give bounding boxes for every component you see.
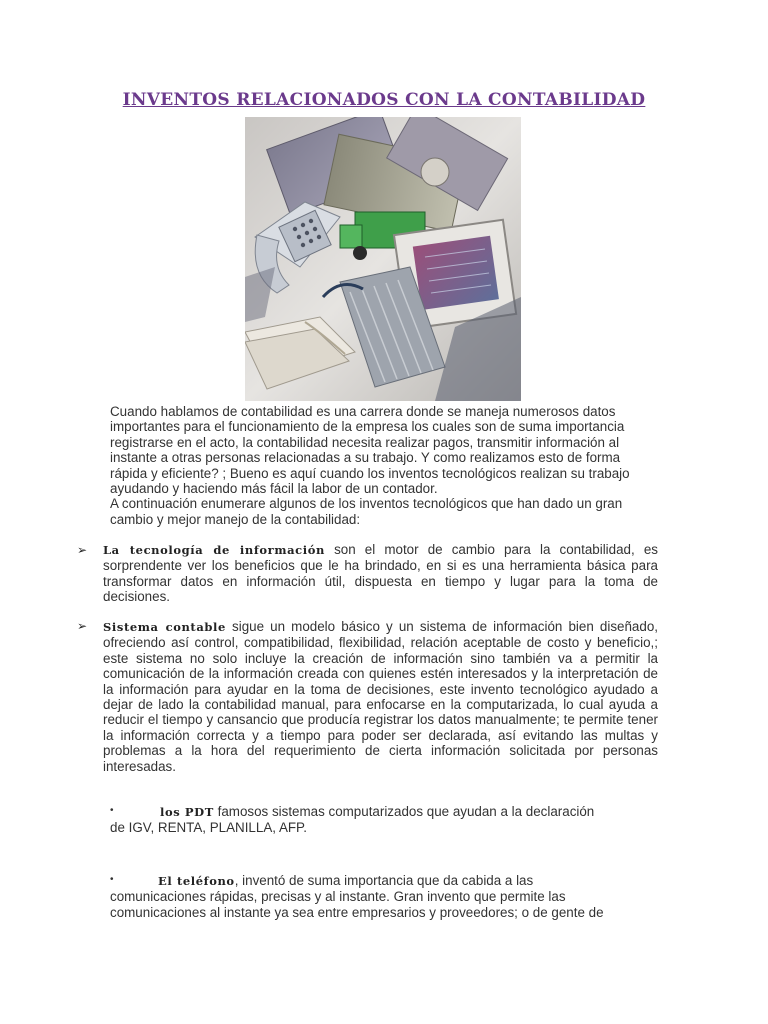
list-item-pdt: [110, 804, 658, 836]
illustration-svg: [245, 117, 521, 401]
page-title: INVENTOS RELACIONADOS CON LA CONTABILIDAD: [122, 90, 646, 110]
term-pdt: los PDT: [160, 805, 214, 819]
intro-text-2: A continuación enumerare algunos de los inventos tecnológicos que han dado un gran cambio y mejor manejo de la contabilidad:: [110, 496, 623, 527]
term-telefono: El teléfono: [158, 874, 235, 888]
list-item-telefono: [110, 873, 650, 920]
arrow-bullet-icon: ➢: [77, 543, 88, 557]
dot-bullet-icon: •: [110, 874, 114, 885]
text-pdt-line2: de IGV, RENTA, PLANILLA, AFP.: [110, 820, 307, 836]
arrow-bullet-icon: ➢: [77, 619, 88, 633]
intro-paragraph: [110, 404, 658, 527]
accounting-technology-illustration: [245, 117, 521, 401]
list-item-tecnologia: [103, 542, 658, 605]
term-sistema-contable: Sistema contable: [103, 620, 226, 634]
text-telefono-line1: , inventó de suma importancia que da cabida a las: [234, 873, 534, 888]
text-pdt-line1: famosos sistemas computarizados que ayudan a la declaración: [213, 804, 595, 819]
term-tecnologia: La tecnología de información: [103, 543, 325, 557]
text-sistema-contable: sigue un modelo básico y un sistema de información bien diseñado, ofreciendo así control, compatibilidad, flexibilidad, relación aceptable de costo y beneficio,; este sistema no solo incluye la creación de información sino también va a permitir la comunicación de la información creada con quienes estén interesados y la interpretación de la información para ayudar en la toma de decisiones, este invento tecnológico ayudado a dejar de lado la contabilidad manual, para enfocarse en la computarizada, lo cual ayuda a reducir el tiempo y cansancio que producía registrar los datos manualmente; te permite tener la información correcta y a tiempo para poder ser declarada, así evitando las multas y problemas a la hora del requerimiento de cierta información solicitada por personas interesadas.: [103, 619, 658, 774]
list-item-sistema-contable: [103, 619, 658, 774]
dot-bullet-icon: •: [110, 805, 114, 816]
text-telefono-line2: comunicaciones rápidas, precisas y al instante. Gran invento que permite las comunicaciones al instante ya sea entre empresarios y proveedores; o de gente de: [110, 889, 604, 920]
text-tecnologia: son el motor de cambio para la contabilidad, es sorprendente ver los beneficios que le ha brindado, en si es una herramienta básica para transformar datos en información útil, dispuesta en tiempo y lugar para la toma de decisiones.: [103, 542, 658, 605]
intro-text-1: Cuando hablamos de contabilidad es una carrera donde se maneja numerosos datos importantes para el funcionamiento de la empresa los cuales son de suma importancia registrarse en el acto, la contabilidad necesita realizar pagos, transmitir información al instante a otras personas relacionadas a su trabajo. Y como realizamos esto de forma rápida y eficiente? ; Bueno es aquí cuando los inventos tecnológicos realizan su trabajo ayudando y haciendo más fácil la labor de un contador.: [110, 404, 630, 497]
